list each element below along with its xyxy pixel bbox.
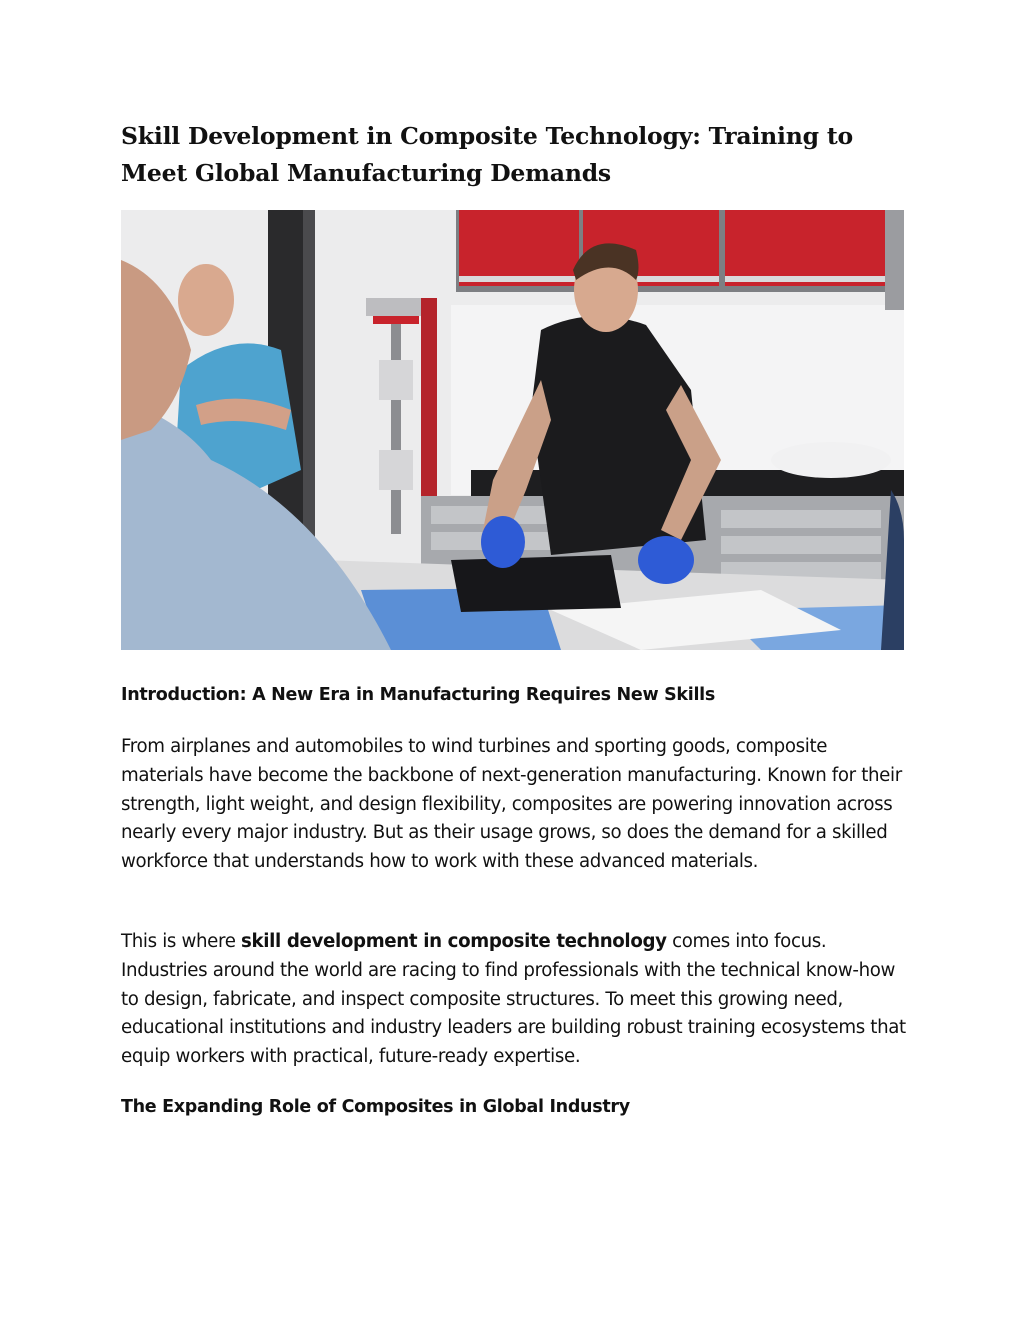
paragraph-bold-phrase: skill development in composite technology: [241, 931, 667, 952]
section-heading-expanding-role: The Expanding Role of Composites in Global Industry: [121, 1097, 630, 1117]
document-title: Skill Development in Composite Technology: Training to Meet Global Manufacturing Demands: [121, 122, 854, 187]
paragraph-intro-2: [121, 928, 911, 1072]
photo-composite-training-workshop: [121, 210, 904, 650]
paragraph-intro-1: From airplanes and automobiles to wind turbines and sporting goods, composite materials have become the backbone of next-generation manufacturing. Known for their strength, light weight, and design flexibility, composites are powering innovation across nearly every major industry. But as their usage grows, so does the demand for a skilled workforce that understands how to work with these advanced materials.: [121, 736, 902, 873]
paragraph-text-before: This is where: [121, 931, 241, 952]
paragraph-text-after: comes into focus. Industries around the world are racing to find professionals with the technical know-how to design, fabricate, and inspect composite structures. To meet this growing need, educational institutions and industry leaders are building robust training ecosystems that equip workers with practical, future-ready expertise.: [121, 931, 906, 1068]
section-heading-introduction: Introduction: A New Era in Manufacturing Requires New Skills: [121, 685, 715, 705]
photo-illustration: [121, 210, 904, 650]
